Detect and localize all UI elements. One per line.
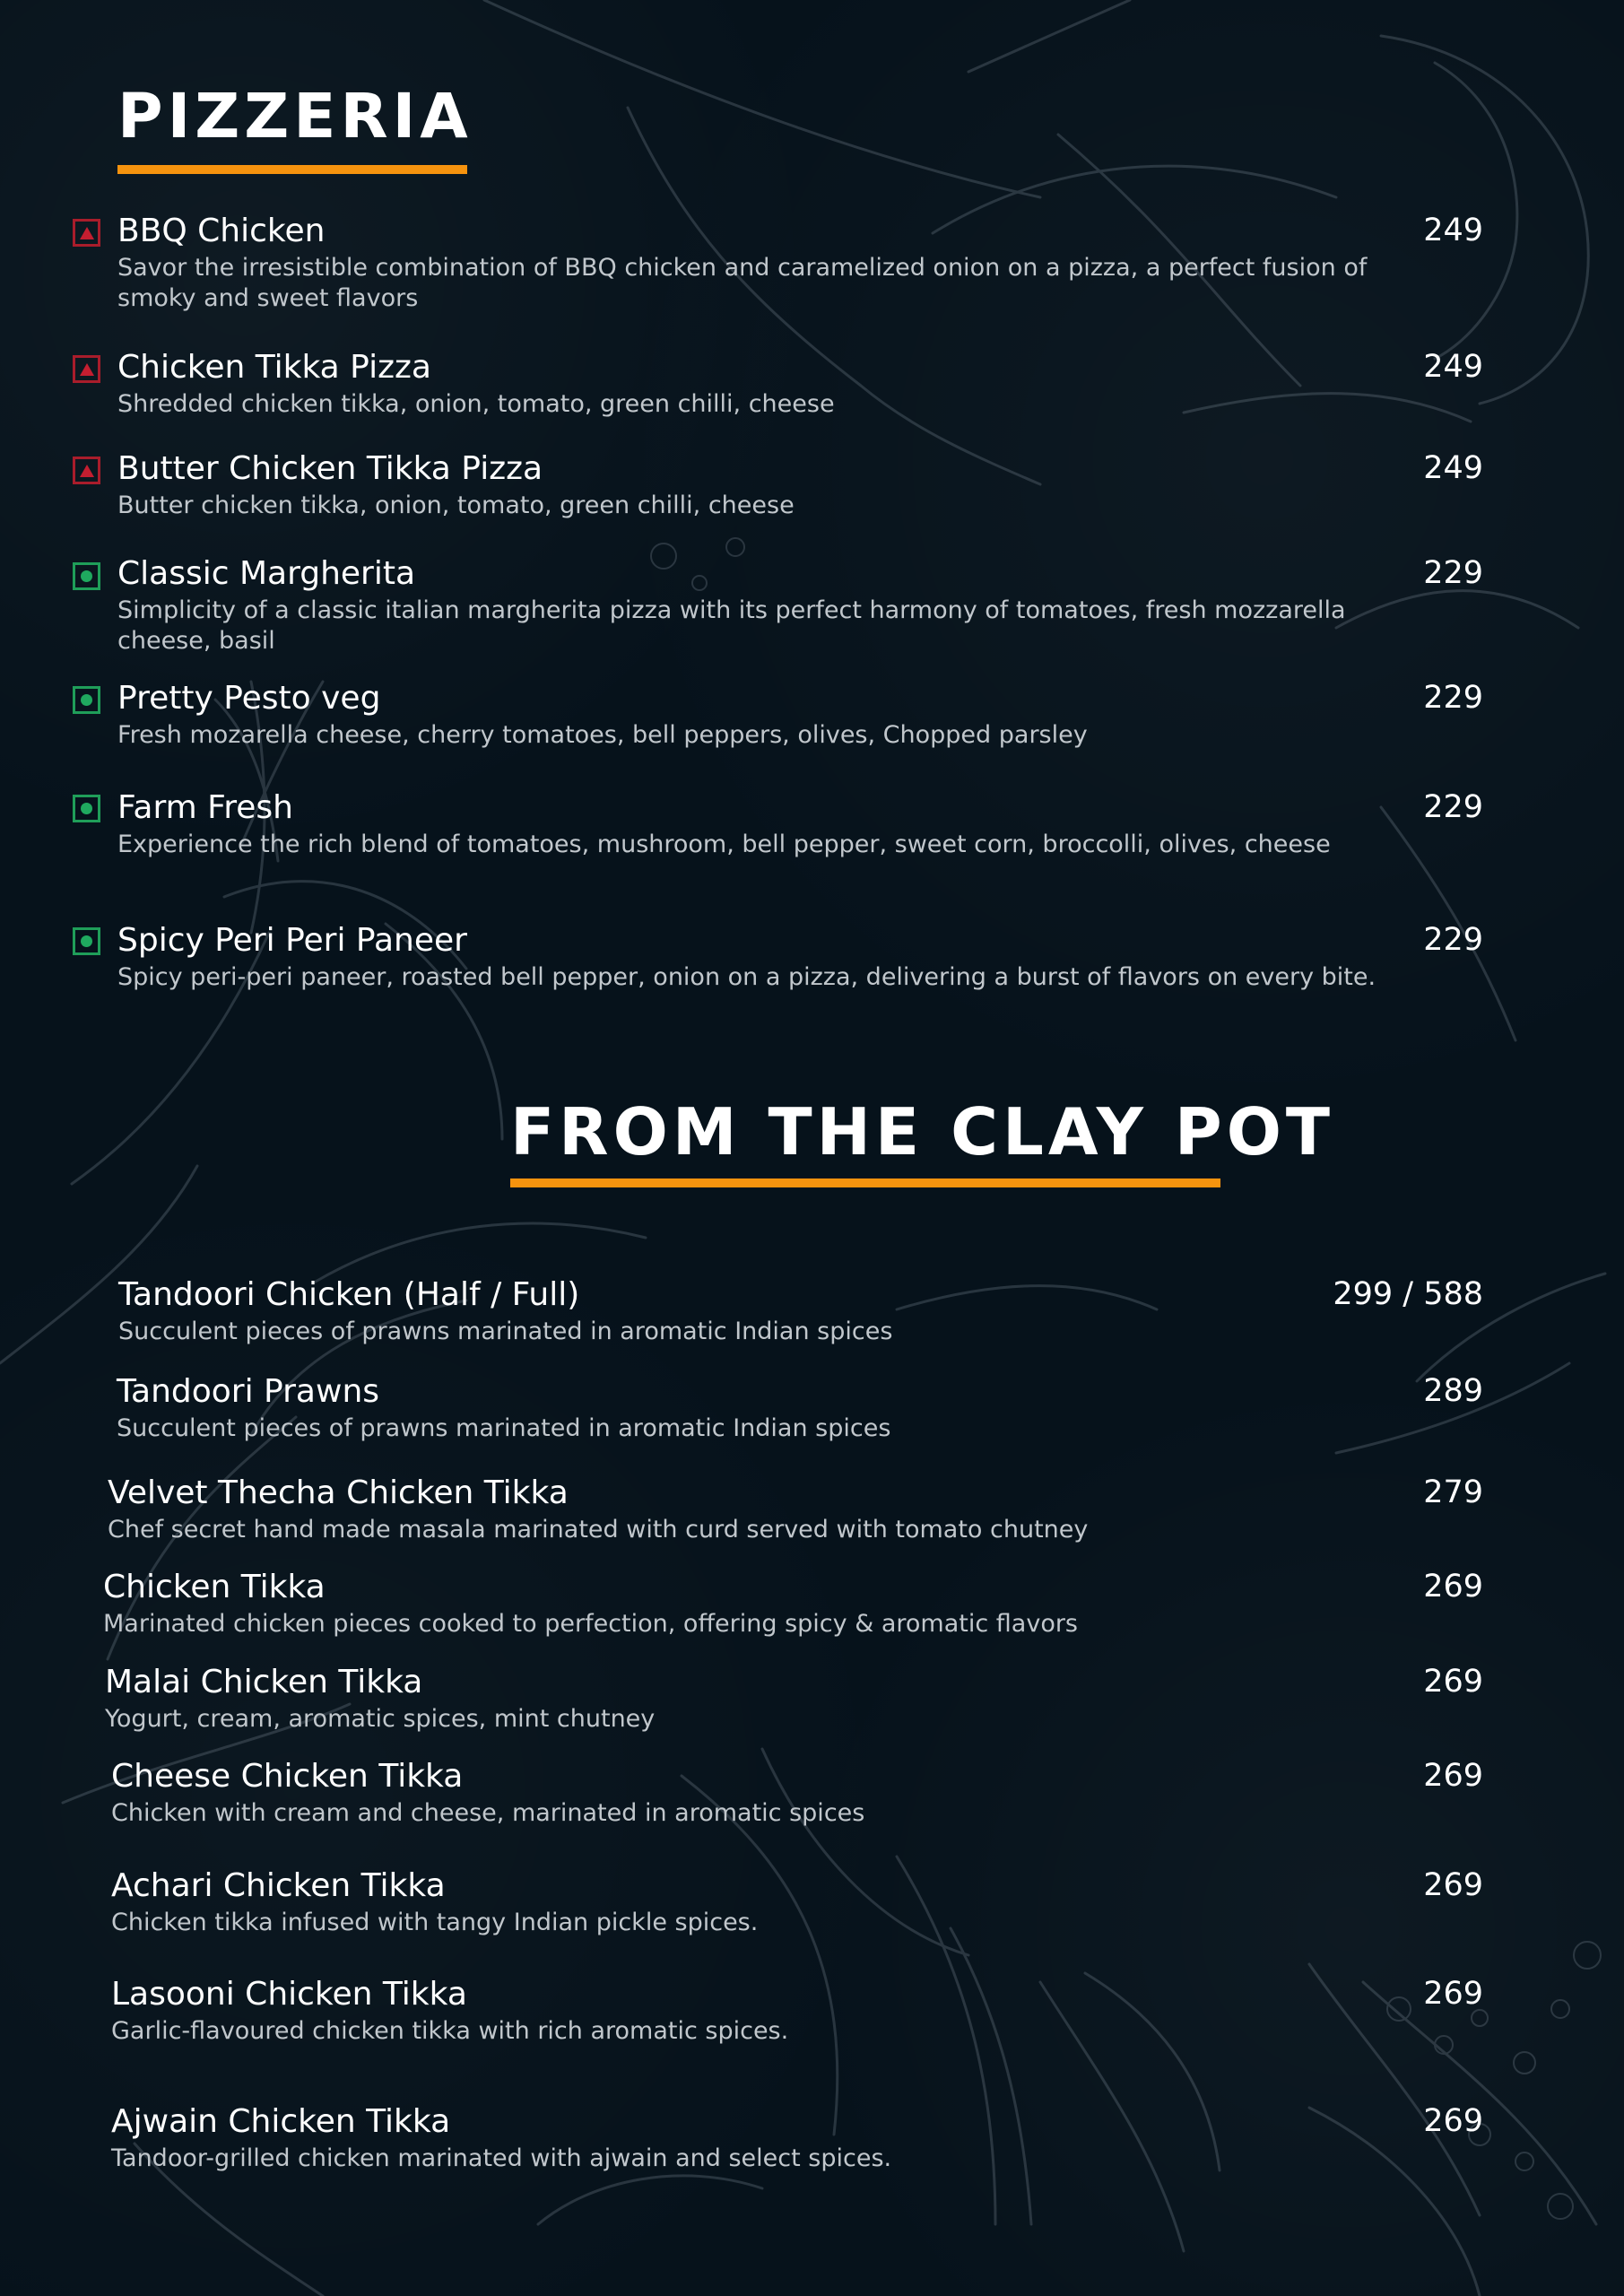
menu-item-description: Chicken with cream and cheese, marinated in aromatic spices (111, 1799, 865, 1827)
menu-item (117, 350, 1483, 423)
veg-indicator-icon (73, 927, 100, 955)
menu-item-description: Succulent pieces of prawns marinated in aromatic Indian spices (117, 1414, 891, 1442)
menu-item (117, 681, 1483, 754)
menu-item-name: Malai Chicken Tikka (105, 1664, 423, 1700)
clay-pot-title: FROM THE CLAY POT (510, 1094, 1335, 1170)
menu-item (105, 1665, 1483, 1738)
menu-item-price: 269 (1423, 1976, 1483, 2012)
menu-item-price: 269 (1423, 1569, 1483, 1605)
menu-item (117, 790, 1483, 891)
menu-item-name: Achari Chicken Tikka (111, 1867, 446, 1904)
menu-item-price: 269 (1423, 1758, 1483, 1794)
non-veg-indicator-icon (73, 457, 100, 484)
menu-item-price: 249 (1423, 213, 1483, 248)
menu-item (111, 1977, 1483, 2050)
menu-item-description: Yogurt, cream, aromatic spices, mint chutney (105, 1705, 656, 1733)
menu-item-name: Ajwain Chicken Tikka (111, 2103, 451, 2140)
menu-item-name: Cheese Chicken Tikka (111, 1758, 464, 1795)
menu-item-description: Tandoor-grilled chicken marinated with ajwain and select spices. (111, 2144, 892, 2172)
menu-item-name: Tandoori Prawns (117, 1373, 380, 1410)
menu-item-name: Classic Margherita (117, 555, 416, 592)
menu-item (118, 1277, 1483, 1351)
menu-item-description: Garlic-flavoured chicken tikka with rich aromatic spices. (111, 2017, 789, 2045)
menu-item-price: 249 (1423, 349, 1483, 385)
menu-item-description: Simplicity of a classic italian margherita pizza with its perfect harmony of tomatoes, fresh mozzarella cheese, basil (117, 596, 1346, 655)
menu-item-price: 229 (1423, 680, 1483, 716)
menu-item-name: Chicken Tikka Pizza (117, 349, 431, 386)
menu-item-price: 299 / 588 (1333, 1276, 1483, 1312)
menu-item-price: 269 (1423, 1867, 1483, 1903)
menu-item-price: 229 (1423, 555, 1483, 591)
menu-item-description: Savor the irresistible combination of BBQ chicken and caramelized onion on a pizza, a perfect fusion of smoky and sweet flavors (117, 254, 1368, 312)
menu-item-name: Pretty Pesto veg (117, 680, 381, 717)
menu-item (117, 213, 1483, 314)
menu-item-description: Succulent pieces of prawns marinated in aromatic Indian spices (118, 1318, 893, 1345)
menu-item-name: Velvet Thecha Chicken Tikka (108, 1474, 569, 1511)
non-veg-indicator-icon (73, 355, 100, 383)
menu-item-description: Chicken tikka infused with tangy Indian pickle spices. (111, 1909, 759, 1936)
menu-item-name: Chicken Tikka (103, 1569, 326, 1605)
menu-item (117, 923, 1483, 1023)
menu-item-description: Butter chicken tikka, onion, tomato, green chilli, cheese (117, 491, 795, 519)
menu-item-name: Farm Fresh (117, 789, 293, 826)
menu-item-price: 229 (1423, 789, 1483, 825)
menu-item (117, 451, 1483, 525)
menu-item (103, 1570, 1483, 1643)
menu-item (108, 1475, 1483, 1549)
menu-item-price: 279 (1423, 1474, 1483, 1510)
veg-indicator-icon (73, 562, 100, 590)
menu-item-price: 229 (1423, 922, 1483, 958)
menu-item-description: Fresh mozarella cheese, cherry tomatoes, bell peppers, olives, Chopped parsley (117, 721, 1088, 749)
menu-item (117, 556, 1483, 657)
menu-item-name: Lasooni Chicken Tikka (111, 1976, 467, 2013)
menu-item-price: 249 (1423, 450, 1483, 486)
menu-item (111, 1868, 1483, 1942)
menu-item (111, 1759, 1483, 1832)
menu-item-description: Chef secret hand made masala marinated with curd served with tomato chutney (108, 1516, 1089, 1544)
menu-item-name: BBQ Chicken (117, 213, 326, 249)
veg-indicator-icon (73, 686, 100, 714)
non-veg-indicator-icon (73, 219, 100, 247)
menu-item-name: Spicy Peri Peri Paneer (117, 922, 467, 959)
menu-item-price: 269 (1423, 1664, 1483, 1700)
menu-item-price: 289 (1423, 1373, 1483, 1409)
menu-item (111, 2104, 1483, 2178)
menu-item-name: Tandoori Chicken (Half / Full) (118, 1276, 580, 1313)
menu-item-description: Experience the rich blend of tomatoes, mushroom, bell pepper, sweet corn, broccolli, olives, cheese (117, 831, 1331, 858)
menu-item-description: Spicy peri-peri paneer, roasted bell pepper, onion on a pizza, delivering a burst of flavors on every bite. (117, 963, 1376, 991)
pizzeria-title: PIZZERIA (117, 81, 473, 152)
menu-item (117, 1374, 1483, 1448)
menu-item-description: Marinated chicken pieces cooked to perfection, offering spicy & aromatic flavors (103, 1610, 1079, 1638)
menu-item-price: 269 (1423, 2103, 1483, 2139)
menu-item-name: Butter Chicken Tikka Pizza (117, 450, 543, 487)
pizzeria-title-underline (117, 165, 467, 174)
menu-item-description: Shredded chicken tikka, onion, tomato, green chilli, cheese (117, 390, 835, 418)
clay-pot-title-underline (510, 1178, 1220, 1187)
veg-indicator-icon (73, 795, 100, 822)
